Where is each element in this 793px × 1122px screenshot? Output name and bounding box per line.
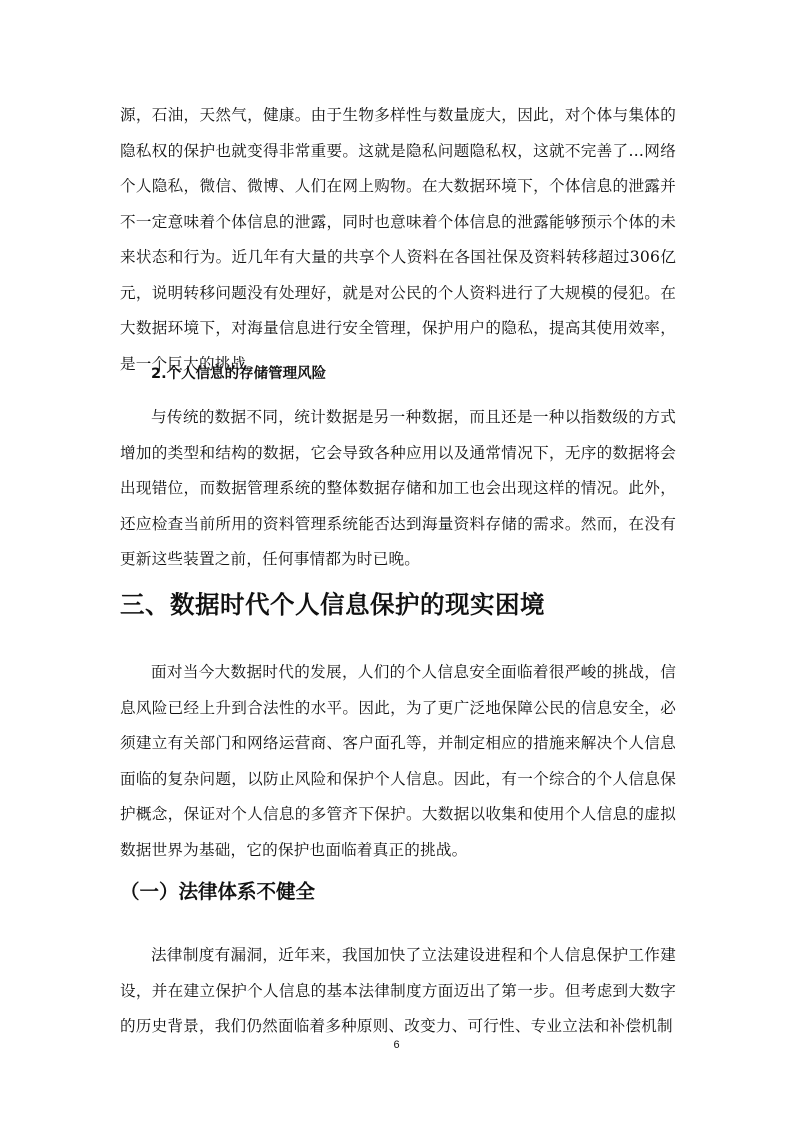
paragraph-dilemma-intro: 面对当今大数据时代的发展，人们的个人信息安全面临着很严峻的挑战，信息风险已经上升到合法性的水平。因此，为了更广泛地保障公民的信息安全，必须建立有关部门和网络运营商、客户面孔等，并制定相应的措施来解决个人信息面临的复杂问题，以防止风险和保护个人信息。因此，有一个综合的个人信息保护概念，保证对个人信息的多管齐下保护。大数据以收集和使用个人信息的虚拟数据世界为基础，它的保护也面临着真正的挑战。: [120, 663, 676, 859]
paragraph-privacy-risk: 源，石油，天然气，健康。由于生物多样性与数量庞大，因此，对个体与集体的隐私权的保护也就变得非常重要。这就是隐私问题隐私权，这就不完善了…网络个人隐私，微信、微博、人们在网上购物。在大数据环境下，个体信息的泄露并不一定意味着个体信息的泄露，同时也意味着个体信息的泄露能够预示个体的未来状态和行为。近几年有大量的共享个人资料在各国社保及资料转移超过306亿元，说明转移问题没有处理好，就是对公民的个人资料进行了大规模的侵犯。在大数据环境下，对海量信息进行安全管理，保护用户的隐私，提高其使用效率，是一个巨大的挑战。: [120, 106, 676, 373]
section-heading-dilemma: 三、数据时代个人信息保护的现实困境: [120, 590, 545, 619]
subsection-heading-legal-system: （一）法律体系不健全: [120, 880, 316, 903]
page-number: 6: [393, 1039, 400, 1051]
subheading-storage-risk: 2.个人信息的存储管理风险: [151, 366, 327, 382]
paragraph-legal-system: 法律制度有漏洞，近年来，我国加快了立法建设进程和个人信息保护工作建设，并在建立保护个人信息的基本法律制度方面迈出了第一步。但考虑到大数字的历史背景，我们仍然面临着多种原则、改变力、可行性、专业立法和补偿机制: [120, 946, 676, 1035]
paragraph-storage-risk: 与传统的数据不同，统计数据是另一种数据，而且还是一种以指数级的方式增加的类型和结构的数据，它会导致各种应用以及通常情况下，无序的数据将会出现错位，而数据管理系统的整体数据存储和加工也会出现这样的情况。此外，还应检查当前所用的资料管理系统能否达到海量资料存储的需求。然而，在没有更新这些装置之前，任何事情都为时已晚。: [120, 408, 676, 568]
